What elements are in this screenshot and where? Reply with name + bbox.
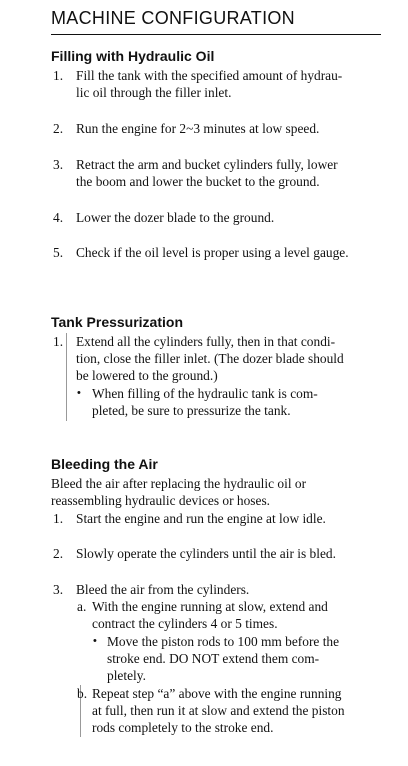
step-number: 4.	[53, 210, 64, 225]
step-line: lic oil through the filler inlet.	[76, 85, 232, 100]
bullet-line: Move the piston rods to 100 mm before the	[107, 634, 340, 649]
bullet-mark: •	[77, 387, 81, 399]
bullet-line: pletely.	[107, 668, 146, 683]
step-number: 3.	[53, 582, 64, 597]
step-number: 1.	[53, 334, 64, 349]
substep-line: at full, then run it at slow and extend the piston	[92, 703, 345, 718]
step-line: Lower the dozer blade to the ground.	[76, 210, 275, 225]
step-line: Bleed the air from the cylinders.	[76, 582, 250, 597]
section-heading-pressurization: Tank Pressurization	[51, 314, 184, 330]
step-line: be lowered to the ground.)	[76, 368, 218, 383]
intro-line: reassembling hydraulic devices or hoses.	[51, 493, 271, 508]
substep-line: Repeat step “a” above with the engine running	[92, 686, 342, 701]
substep-label: a.	[77, 599, 87, 614]
step-line: Fill the tank with the specified amount of hydrau-	[76, 68, 343, 83]
step-line: Slowly operate the cylinders until the air is bled.	[76, 546, 336, 561]
change-bar	[66, 333, 67, 421]
bullet-line: When filling of the hydraulic tank is com-	[92, 386, 318, 401]
substep-line: With the engine running at slow, extend and	[92, 599, 328, 614]
step-line: Extend all the cylinders fully, then in that condi-	[76, 334, 336, 349]
section-heading-filling: Filling with Hydraulic Oil	[51, 48, 215, 64]
bullet-line: pleted, be sure to pressurize the tank.	[92, 403, 291, 418]
substep-label: b.	[77, 686, 88, 701]
step-number: 1.	[53, 511, 64, 526]
intro-line: Bleed the air after replacing the hydraulic oil or	[51, 476, 307, 491]
step-line: tion, close the filler inlet. (The dozer blade should	[76, 351, 344, 366]
step-number: 5.	[53, 245, 64, 260]
step-line: Run the engine for 2~3 minutes at low speed.	[76, 121, 320, 136]
step-line: Check if the oil level is proper using a level gauge.	[76, 245, 349, 260]
page-header: MACHINE CONFIGURATION	[51, 8, 381, 35]
step-line: Start the engine and run the engine at low idle.	[76, 511, 326, 526]
step-number: 2.	[53, 546, 64, 561]
bullet-mark: •	[93, 635, 97, 647]
step-number: 2.	[53, 121, 64, 136]
substep-line: contract the cylinders 4 or 5 times.	[92, 616, 278, 631]
step-line: Retract the arm and bucket cylinders fully, lower	[76, 157, 338, 172]
step-number: 3.	[53, 157, 64, 172]
substep-line: rods completely to the stroke end.	[92, 720, 274, 735]
bullet-line: stroke end. DO NOT extend them com-	[107, 651, 320, 666]
step-line: the boom and lower the bucket to the ground.	[76, 174, 320, 189]
step-number: 1.	[53, 68, 64, 83]
section-heading-bleeding: Bleeding the Air	[51, 456, 158, 472]
